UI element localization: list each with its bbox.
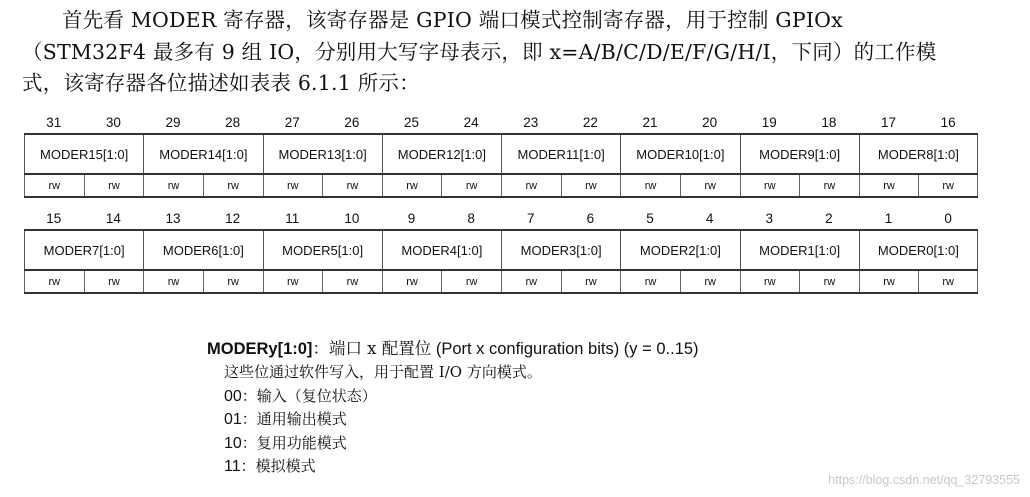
access-cell: rw [441, 175, 501, 196]
mode-code: 11 [224, 458, 241, 475]
bit-number: 30 [105, 115, 121, 130]
access-cell: rw [322, 175, 382, 196]
field-en-title: (Port x configuration bits) (y = 0..15) [431, 340, 699, 358]
access-cell: rw [203, 271, 263, 292]
register-lower-half [24, 209, 978, 294]
access-cell: rw [680, 175, 740, 196]
field-cell: MODER10[1:0] [620, 135, 739, 173]
bit-number: 28 [225, 115, 241, 130]
field-row-lower [24, 229, 978, 271]
access-cell: rw [620, 271, 680, 292]
access-cell: rw [799, 271, 859, 292]
field-row-upper [24, 133, 978, 175]
bit-number: 26 [344, 115, 360, 130]
paragraph-line-2: （STM32F4 最多有 9 组 IO，分别用大写字母表示，即 x=A/B/C/D/E/F/G/H/I，下同）的工作模 [22, 39, 937, 64]
bit-number: 15 [46, 211, 62, 226]
mode-code: 10 [224, 434, 242, 452]
bit-number: 12 [225, 211, 241, 226]
bit-number: 20 [702, 115, 718, 130]
bit-number: 23 [523, 115, 539, 130]
access-cell: rw [561, 271, 621, 292]
field-cell: MODER14[1:0] [143, 135, 262, 173]
access-cell: rw [680, 271, 740, 292]
mode-code: 01 [224, 411, 242, 428]
bit-number: 7 [527, 211, 535, 226]
bit-number: 4 [705, 211, 714, 226]
watermark: https://blog.csdn.net/qq_32793555 [828, 473, 1020, 487]
access-cell: rw [620, 175, 680, 196]
access-cell: rw [143, 175, 203, 196]
field-cell: MODER0[1:0] [859, 231, 978, 269]
bit-number-row-lower [24, 209, 978, 229]
access-cell: rw [799, 175, 859, 196]
bit-number: 6 [586, 211, 595, 226]
bit-number: 21 [642, 115, 658, 130]
field-cell: MODER11[1:0] [501, 135, 620, 173]
bit-number: 24 [463, 115, 479, 130]
bit-number: 10 [344, 211, 360, 226]
access-cell: rw [263, 271, 323, 292]
field-cell: MODER13[1:0] [263, 135, 382, 173]
access-cell: rw [24, 175, 84, 196]
bit-number: 17 [881, 115, 897, 130]
bit-number: 1 [884, 211, 893, 226]
bit-number: 11 [285, 211, 300, 226]
access-cell: rw [203, 175, 263, 196]
access-cell: rw [501, 175, 561, 196]
bit-number: 3 [765, 211, 774, 226]
bit-number: 29 [165, 115, 181, 130]
field-cell: MODER1[1:0] [740, 231, 859, 269]
access-cell: rw [740, 175, 800, 196]
mode-option [224, 408, 699, 432]
access-cell: rw [382, 271, 442, 292]
mode-text: ：复用功能模式 [241, 433, 347, 452]
bit-number: 18 [821, 115, 837, 130]
description-note: 这些位通过软件写入，用于配置 I/O 方向模式。 [224, 363, 542, 381]
field-cell: MODER5[1:0] [263, 231, 382, 269]
field-cell: MODER7[1:0] [24, 231, 143, 269]
field-cell: MODER12[1:0] [382, 135, 501, 173]
field-cell: MODER4[1:0] [382, 231, 501, 269]
bit-number: 2 [825, 211, 833, 226]
bit-number: 19 [761, 115, 777, 130]
access-cell: rw [859, 271, 919, 292]
mode-option [224, 385, 699, 409]
access-cell: rw [263, 175, 323, 196]
paragraph-line-1: 首先看 MODER 寄存器，该寄存器是 GPIO 端口模式控制寄存器，用于控制 GPIOx [62, 8, 843, 32]
access-cell: rw [859, 175, 919, 196]
field-cell: MODER2[1:0] [620, 231, 739, 269]
access-row-upper [24, 175, 978, 198]
access-cell: rw [441, 271, 501, 292]
mode-text: ：输入（复位状态） [241, 386, 377, 405]
mode-option [224, 455, 699, 479]
field-description [207, 335, 699, 479]
field-cell: MODER15[1:0] [24, 135, 143, 173]
bit-number: 27 [284, 115, 300, 130]
access-cell: rw [918, 271, 978, 292]
access-row-lower [24, 271, 978, 294]
access-cell: rw [382, 175, 442, 196]
description-body [224, 361, 699, 479]
access-cell: rw [84, 175, 144, 196]
access-cell: rw [918, 175, 978, 196]
bit-number: 13 [165, 211, 181, 226]
bit-number: 16 [940, 115, 956, 130]
paragraph-line-3: 式，该寄存器各位描述如表表 6.1.1 所示： [22, 71, 420, 95]
access-cell: rw [561, 175, 621, 196]
bit-number: 0 [944, 211, 952, 226]
field-cell: MODER3[1:0] [501, 231, 620, 269]
access-cell: rw [24, 271, 84, 292]
access-cell: rw [501, 271, 561, 292]
bit-number: 31 [46, 115, 62, 130]
bit-number: 5 [646, 211, 654, 226]
field-cell: MODER6[1:0] [143, 231, 262, 269]
mode-text: ：通用输出模式 [241, 410, 347, 428]
bit-number: 8 [467, 211, 475, 226]
field-cn-title: ：端口 x 配置位 [312, 339, 432, 358]
bit-number: 22 [582, 115, 598, 130]
bit-number-row-upper [24, 113, 978, 133]
field-cell: MODER8[1:0] [859, 135, 978, 173]
bit-number: 9 [407, 211, 416, 226]
access-cell: rw [740, 271, 800, 292]
mode-text: ：模拟模式 [240, 457, 316, 475]
intro-paragraph [22, 5, 997, 100]
field-cell: MODER9[1:0] [740, 135, 859, 173]
description-heading [207, 335, 699, 359]
access-cell: rw [143, 271, 203, 292]
bit-number: 25 [404, 115, 420, 130]
field-name: MODERy[1:0] [207, 340, 313, 358]
mode-option [224, 432, 699, 456]
access-cell: rw [322, 271, 382, 292]
bit-number: 14 [105, 211, 121, 226]
register-upper-half [24, 113, 978, 198]
mode-code: 00 [224, 387, 242, 405]
access-cell: rw [84, 271, 144, 292]
